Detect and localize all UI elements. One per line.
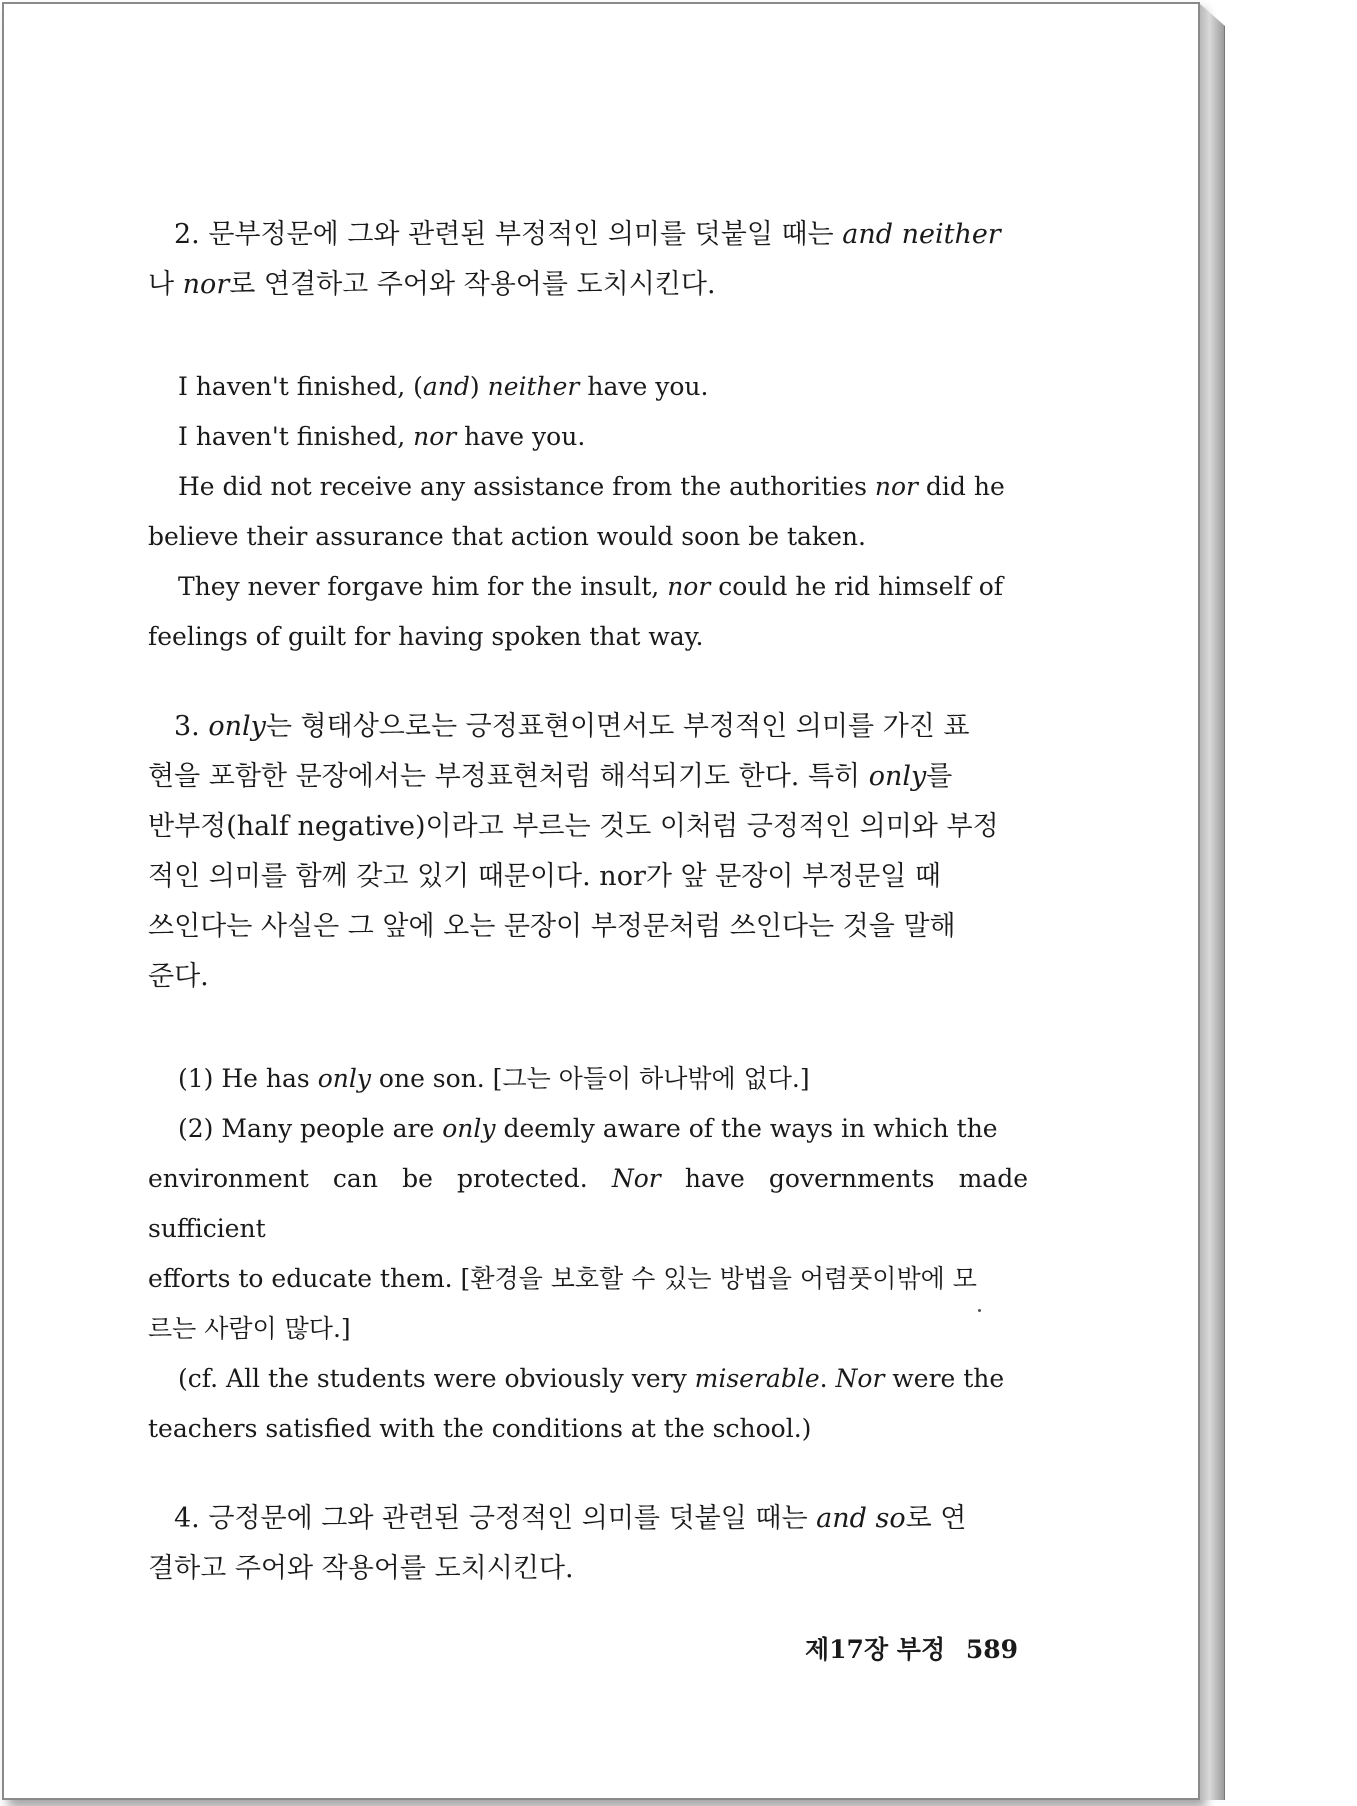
example-sentence xyxy=(148,562,1028,662)
example-text: have governments made sufficient xyxy=(148,1164,1028,1243)
example-emphasis: nor xyxy=(667,572,711,601)
example-emphasis: Nor xyxy=(611,1164,661,1193)
example-text: deemly aware of the ways in which the xyxy=(495,1114,998,1143)
example-emphasis: Nor xyxy=(835,1364,885,1393)
chapter-title: 제17장 부정 xyxy=(805,1635,946,1664)
example-sentence xyxy=(148,362,1028,412)
example-text: He did not receive any assistance from the authorities xyxy=(178,472,875,501)
section-3-text: 현을 포함한 문장에서는 부정표현처럼 해석되기도 한다. 특히 xyxy=(148,761,869,792)
section-3-emphasis: only xyxy=(208,711,266,742)
page-edge xyxy=(1200,4,1225,1800)
section-4-text: 4. 긍정문에 그와 관련된 긍정적인 의미를 덧붙일 때는 xyxy=(174,1503,817,1534)
section-2-heading xyxy=(148,210,1028,310)
section-3-text: 3. xyxy=(174,711,209,742)
example-emphasis: only xyxy=(442,1114,496,1143)
example-text: ) xyxy=(469,372,488,401)
example-text: (1) He has xyxy=(178,1064,318,1093)
example-sentence xyxy=(148,1054,1028,1104)
section-4-emphasis: and so xyxy=(816,1503,906,1534)
example-emphasis: and xyxy=(422,372,470,401)
example-emphasis: only xyxy=(317,1064,371,1093)
example-sentence xyxy=(148,412,1028,462)
example-text: 르는 사람이 많다.] xyxy=(148,1314,351,1343)
section-2-emphasis: and neither xyxy=(842,219,1001,250)
example-text: could he rid himself of xyxy=(710,572,1004,601)
section-3-emphasis: only xyxy=(868,761,927,792)
example-sentence xyxy=(148,1104,1028,1354)
section-3-text: 준다. xyxy=(148,961,209,992)
section-3-text: 는 형태상으로는 긍정표현이면서도 부정적인 의미를 가진 표 xyxy=(265,711,970,742)
section-3-text: 적인 의미를 함께 갖고 있기 때문이다. nor가 앞 문장이 부정문일 때 xyxy=(148,861,942,892)
section-2-text: 2. 문부정문에 그와 관련된 부정적인 의미를 덧붙일 때는 xyxy=(174,219,843,250)
example-text: were the xyxy=(884,1364,1005,1393)
example-text: one son. [그는 아들이 하나밖에 없다.] xyxy=(370,1064,810,1093)
example-text: feelings of guilt for having spoken that way. xyxy=(148,622,704,651)
section-4-heading xyxy=(148,1494,1028,1594)
example-emphasis: neither xyxy=(487,372,580,401)
page-number: 589 xyxy=(965,1635,1019,1664)
example-emphasis: nor xyxy=(874,472,918,501)
example-text: have you. xyxy=(456,422,586,451)
page-content xyxy=(148,210,1028,1594)
example-text: did he xyxy=(917,472,1005,501)
section-4-text: 로 연 xyxy=(905,1503,967,1534)
page-footer xyxy=(805,1630,1030,1666)
example-text: I haven't finished, ( xyxy=(178,372,423,401)
section-3-text: 쓰인다는 사실은 그 앞에 오는 문장이 부정문처럼 쓰인다는 것을 말해 xyxy=(148,911,956,942)
example-text: (2) Many people are xyxy=(178,1114,443,1143)
example-text: (cf. All the students were obviously very xyxy=(178,1364,695,1393)
section-2-text: 로 연결하고 주어와 작용어를 도치시킨다. xyxy=(229,269,716,300)
section-2-emphasis: nor xyxy=(182,269,230,300)
example-text: efforts to educate them. [환경을 보호할 수 있는 방법을 어렴풋이밖에 모 xyxy=(148,1264,977,1293)
example-text: have you. xyxy=(579,372,709,401)
section-2-text: 나 xyxy=(148,269,183,300)
scan-speck xyxy=(978,1309,981,1312)
example-emphasis: nor xyxy=(413,422,457,451)
example-text: They never forgave him for the insult, xyxy=(178,572,668,601)
section-3-text: 를 xyxy=(926,761,953,792)
section-3-text: 반부정(half negative)이라고 부르는 것도 이처럼 긍정적인 의미와 부정 xyxy=(148,811,999,842)
section-3-paragraph xyxy=(148,702,1028,1002)
example-text: believe their assurance that action would soon be taken. xyxy=(148,522,866,551)
example-emphasis: miserable xyxy=(694,1364,820,1393)
example-text: teachers satisfied with the conditions at the school.) xyxy=(148,1414,812,1443)
example-text: I haven't finished, xyxy=(178,422,414,451)
example-text: . xyxy=(819,1364,836,1393)
section-4-text: 결하고 주어와 작용어를 도치시킨다. xyxy=(148,1553,574,1584)
example-sentence xyxy=(148,462,1028,562)
example-text: environment can be protected. xyxy=(148,1164,612,1193)
example-sentence xyxy=(148,1354,1028,1454)
